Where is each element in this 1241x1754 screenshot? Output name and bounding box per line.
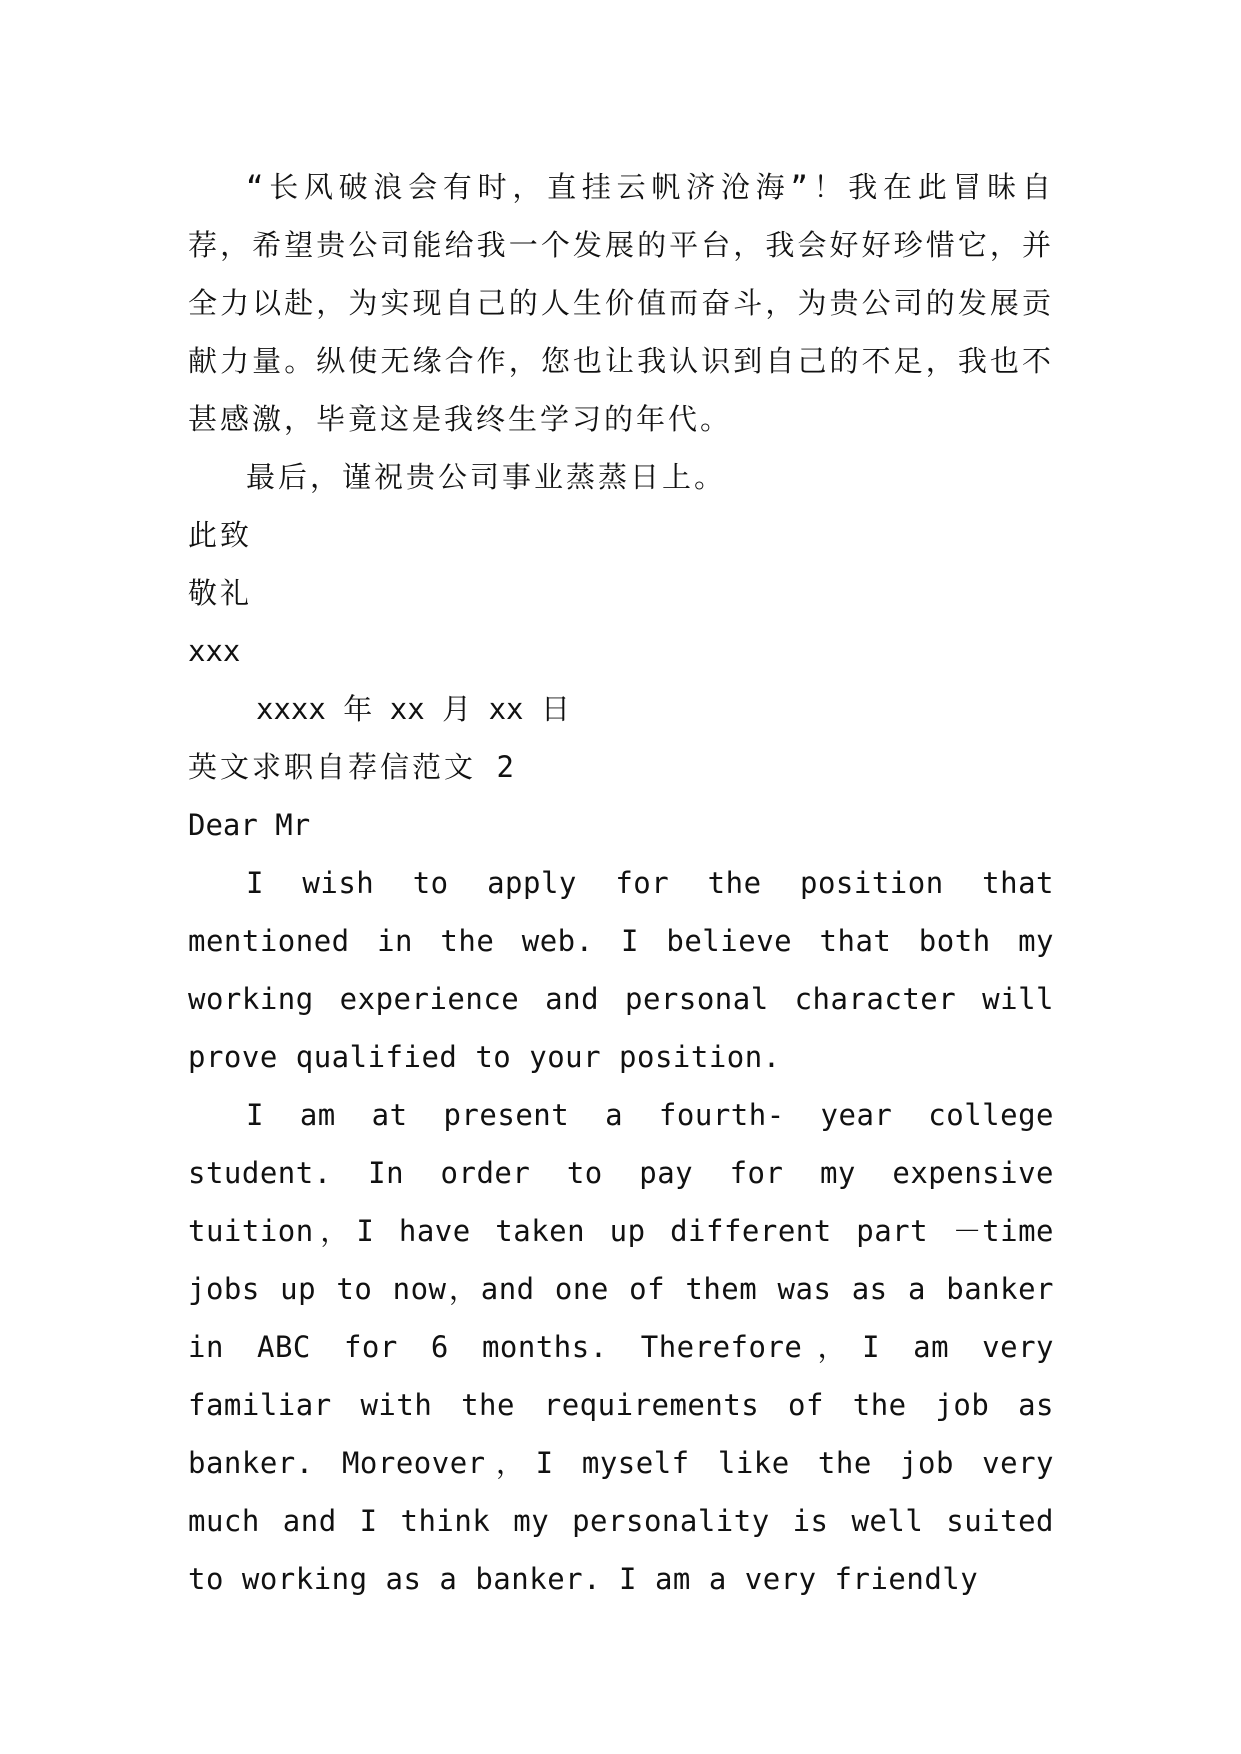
- document-body: [188, 158, 1054, 1608]
- signature-date: xxxx 年 xx 月 xx 日: [256, 692, 570, 726]
- chinese-paragraph-closing-appeal: “长风破浪会有时，直挂云帆济沧海”！我在此冒昧自荐，希望贵公司能给我一个发展的平台，我会好好珍惜它，并全力以赴，为实现自己的人生价值而奋斗，为贵公司的发展贡献力量。纵使无缘合作，您也让我认识到自己的不足，我也不甚感激，毕竟这是我终生学习的年代。: [188, 170, 1054, 436]
- english-paragraph-application: I wish to apply for the position that mentioned in the web. I believe that both my working experience and personal character will prove qualified to your position.: [188, 866, 1054, 1074]
- chinese-paragraph-best-wishes: 最后，谨祝贵公司事业蒸蒸日上。: [246, 460, 727, 494]
- closing-salutation-line2: 敬礼: [188, 576, 253, 610]
- english-paragraph-experience: I am at present a fourth- year college student. In order to pay for my expensive tuition，I have taken up different part －time jobs up to now，and one of them was as a banker in ABC for 6 months. Therefore，I am very familiar with the requirements of the job as banker. Moreover，I myself like the job very much and I think my personality is well suited to working as a banker. I am a very friendly: [188, 1098, 1054, 1596]
- section-title: 英文求职自荐信范文 2: [188, 750, 517, 784]
- signature-name: xxx: [188, 634, 241, 668]
- closing-salutation-line1: 此致: [188, 518, 253, 552]
- english-salutation: Dear Mr: [188, 808, 311, 842]
